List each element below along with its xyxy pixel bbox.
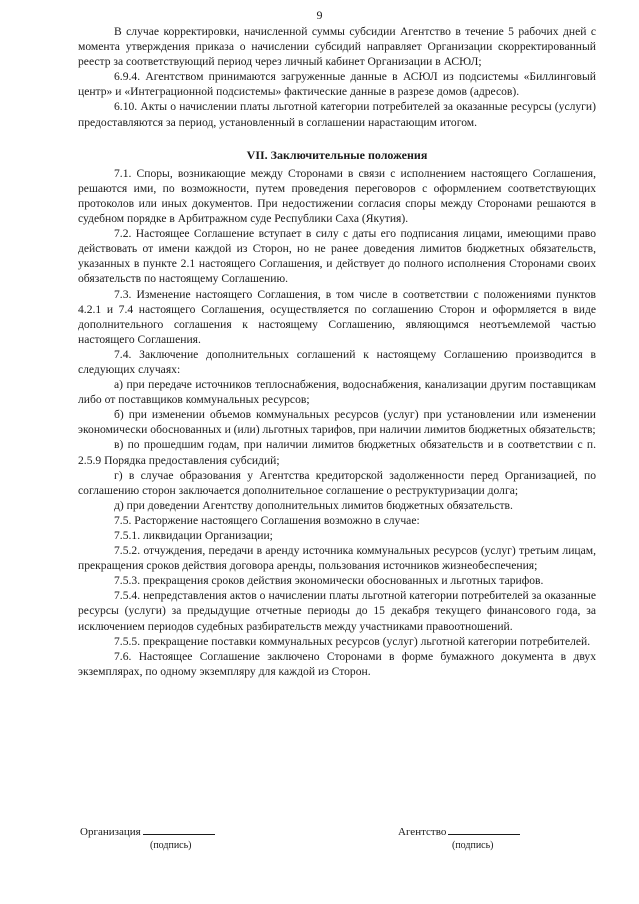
paragraph: в) по прошедшим годам, при наличии лимитов бюджетных обязательств и в соответствии с п. 2.5.9 Порядка предоставления субсидий; xyxy=(78,438,596,467)
paragraph: г) в случае образования у Агентства кредиторской задолженности перед Организацией, по соглашению сторон заключается дополнительное соглашение о реструктуризации долга; xyxy=(78,468,596,497)
paragraph: 7.5.1. ликвидации Организации; xyxy=(114,529,273,542)
page-number: 9 xyxy=(316,8,323,22)
paragraph: В случае корректировки, начисленной суммы субсидии Агентство в течение 5 рабочих дней с момента утверждения приказа о начислении субсидий направляет Организации скорректированный реестр за соответствующий период через личный кабинет Организации в АСЮЛ; xyxy=(78,25,596,69)
paragraph: 7.5.3. прекращения сроков действия экономически обоснованных и льготных тарифов. xyxy=(114,574,544,588)
paragraph: 6.10. Акты о начислении платы льготной категории потребителей за оказанные ресурсы (услуги) предоставляются за период, установленный в соглашении нарастающим итогом. xyxy=(78,100,596,129)
paragraph: 7.1. Споры, возникающие между Сторонами в связи с исполнением настоящего Соглашения, решаются ими, по возможности, путем проведения переговоров с оформлением соответствующих протоколов или иных документов. При недостижении согласия споры между Сторонами решаются в судебном порядке в Арбитражном суде Республики Саха (Якутия). xyxy=(78,166,596,226)
signature-caption: (подпись) xyxy=(452,840,494,851)
paragraph: 7.5.4. непредставления актов о начислении платы льготной категории потребителей за оказанные ресурсы (услуги) за предыдущие отчетные периоды до 15 декабря текущего финансового года, за исключением периодов судебных разбирательств между участниками правоотношений. xyxy=(78,589,596,633)
signature-role: Организация xyxy=(80,826,141,838)
paragraph: б) при изменении объемов коммунальных ресурсов (услуг) при установлении или изменении экономически обоснованных и (или) льготных тарифов, при наличии лимитов бюджетных обязательств; xyxy=(78,408,596,437)
signature-caption: (подпись) xyxy=(150,840,192,851)
signature-line xyxy=(448,834,520,835)
section-title: VII. Заключительные положения xyxy=(246,147,428,162)
paragraph: 7.5.2. отчуждения, передачи в аренду источника коммунальных ресурсов (услуг) третьим лицам, прекращения сроков действия договора аренды, пользования источников жизнеобеспечения; xyxy=(78,544,596,573)
paragraph: а) при передаче источников теплоснабжения, водоснабжения, канализации другим поставщикам либо от поставщиков коммунальных ресурсов; xyxy=(78,378,596,407)
paragraph: 7.5.5. прекращение поставки коммунальных ресурсов (услуг) льготной категории потребителей. xyxy=(114,634,591,648)
paragraph: 6.9.4. Агентством принимаются загруженные данные в АСЮЛ из подсистемы «Биллинговый центр» и «Интеграционной подсистемы» фактические данные в разрезе домов (адресов). xyxy=(78,70,596,99)
paragraph: 7.5. Расторжение настоящего Соглашения возможно в случае: xyxy=(114,513,420,527)
signature-block-organization xyxy=(80,826,215,851)
paragraph: 7.3. Изменение настоящего Соглашения, в том числе в соответствии с положениями пунктов 4.2.1 и 7.4 настоящего Соглашения, осуществляется по соглашению Сторон и оформляется в виде дополнительного соглашения к настоящему Соглашению, являющимся неотъемлемой частью настоящего Соглашения. xyxy=(78,287,596,346)
paragraph: д) при доведении Агентству дополнительных лимитов бюджетных обязательств. xyxy=(114,498,513,512)
paragraph: 7.2. Настоящее Соглашение вступает в силу с даты его подписания лицами, имеющими право действовать от имени каждой из Сторон, но не ранее доведения лимитов бюджетных обязательств, указанных в пункте 2.1 настоящего Соглашения, и действует до полного исполнения Сторонами своих обязательств по настоящему Соглашению. xyxy=(78,227,596,286)
document-body xyxy=(78,24,596,679)
signature-line xyxy=(143,834,215,835)
paragraph: 7.6. Настоящее Соглашение заключено Сторонами в форме бумажного документа в двух экземплярах, по одному экземпляру для каждой из Сторон. xyxy=(78,649,596,678)
signature-role: Агентство xyxy=(398,826,447,838)
paragraph: 7.4. Заключение дополнительных соглашений к настоящему Соглашению производится в следующих случаях: xyxy=(78,347,596,376)
signature-block-agency xyxy=(398,826,520,851)
